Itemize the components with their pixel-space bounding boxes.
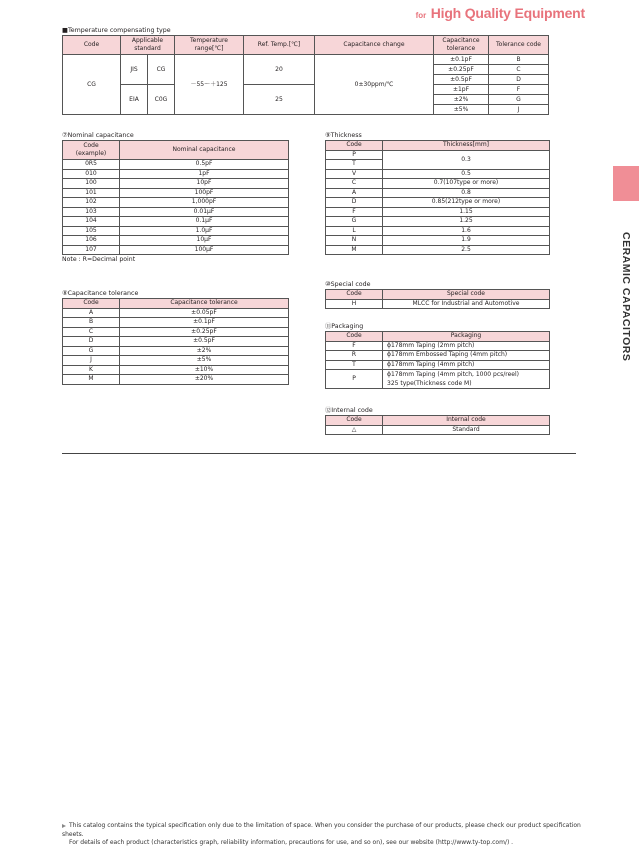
row-code: J [63, 356, 120, 366]
captol-header-code: Code [63, 299, 120, 309]
table-row [326, 207, 550, 217]
special-title: ⑩Special code [325, 281, 371, 288]
table-row [326, 299, 550, 309]
packaging-header-value: Packaging [383, 332, 550, 342]
row-value: 1.15 [383, 207, 550, 217]
row-code: 105 [63, 226, 120, 236]
internal-header-value: Internal code [383, 416, 550, 426]
captol-table [62, 298, 289, 385]
row-value: ϕ178mm Taping (4mm pitch) [383, 360, 550, 370]
temp-header-range: Temperature range[℃] [175, 36, 244, 55]
row-value: ±0.1pF [120, 318, 289, 328]
row-code: M [63, 375, 120, 385]
temp-header-standard: Applicable standard [121, 36, 175, 55]
row-value: 0.8 [383, 188, 550, 198]
table-row [326, 425, 550, 435]
thickness-pt-value: 0.3 [383, 150, 550, 169]
internal-table [325, 415, 550, 435]
packaging-title: ⑪Packaging [325, 323, 364, 330]
table-row [63, 198, 289, 208]
table-row [63, 327, 289, 337]
table-row [63, 217, 289, 227]
row-code: D [326, 198, 383, 208]
row-code: 010 [63, 169, 120, 179]
table-row [326, 169, 550, 179]
internal-title: ⑫Internal code [325, 407, 373, 414]
row-value: ±2% [120, 346, 289, 356]
thickness-header-code: Code [326, 141, 383, 151]
row-value: ±10% [120, 365, 289, 375]
header-prefix: for [415, 11, 427, 20]
row-value: 1.25 [383, 217, 550, 227]
row-value: ±0.5pF [120, 337, 289, 347]
table-row [63, 179, 289, 189]
table-row [63, 226, 289, 236]
table-row [326, 245, 550, 255]
table-row [63, 169, 289, 179]
row-value: 0.5pF [120, 160, 289, 170]
row-code: 100 [63, 179, 120, 189]
table-row [63, 236, 289, 246]
tol-value: ±5% [434, 105, 489, 115]
row-code: M [326, 245, 383, 255]
temp-section-title: ■Temperature compensating type [62, 27, 171, 34]
special-code-section [325, 280, 549, 309]
row-value: MLCC for Industrial and Automotive [383, 299, 550, 309]
captol-title: ⑧Capacitance tolerance [62, 290, 139, 297]
nominal-table [62, 140, 289, 255]
row-code: 101 [63, 188, 120, 198]
temp-header-tolcode: Tolerance code [489, 36, 549, 55]
table-row [63, 337, 289, 347]
row-value: Standard [383, 425, 550, 435]
thickness-header-value: Thickness[mm] [383, 141, 550, 151]
row-code: N [326, 236, 383, 246]
tol-code: B [489, 55, 549, 65]
tol-value: ±0.25pF [434, 65, 489, 75]
internal-header-code: Code [326, 416, 383, 426]
row-code: G [326, 217, 383, 227]
footer-note [62, 822, 602, 848]
row-value: 100pF [120, 188, 289, 198]
row-code: A [326, 188, 383, 198]
row-value: 0.01μF [120, 207, 289, 217]
row-code: K [63, 365, 120, 375]
row-value: 1.9 [383, 236, 550, 246]
thickness-section [325, 131, 549, 255]
triangle-bullet-icon [62, 824, 66, 828]
temp-header-ref: Ref. Temp.[℃] [244, 36, 315, 55]
temp-std2-cell: EIA [121, 85, 148, 115]
internal-code-section [325, 406, 549, 435]
row-value: 1,000pF [120, 198, 289, 208]
thickness-table [325, 140, 550, 255]
special-table [325, 289, 550, 309]
side-category-label: CERAMIC CAPACITORS [620, 232, 632, 362]
row-value: ±0.05pF [120, 308, 289, 318]
tol-code: D [489, 75, 549, 85]
tol-value: ±0.5pF [434, 75, 489, 85]
nominal-header-value: Nominal capacitance [120, 141, 289, 160]
packaging-code: P [326, 370, 383, 389]
tol-code: C [489, 65, 549, 75]
temp-std2code-cell: C0G [148, 85, 175, 115]
table-row [326, 351, 550, 361]
table-row [63, 308, 289, 318]
row-code: A [63, 308, 120, 318]
temp-ref2-cell: 25 [244, 85, 315, 115]
row-value: 1pF [120, 169, 289, 179]
row-code: F [326, 207, 383, 217]
row-value: 100μF [120, 245, 289, 255]
page-header [416, 5, 585, 23]
temp-code-cell: CG [63, 55, 121, 115]
table-row [326, 236, 550, 246]
packaging-section [325, 322, 549, 389]
thickness-title: ⑨Thickness [325, 132, 362, 139]
tol-value: ±0.1pF [434, 55, 489, 65]
temp-header-tolerance: Capacitance tolerance [434, 36, 489, 55]
row-value: 10pF [120, 179, 289, 189]
row-value: 2.5 [383, 245, 550, 255]
table-row [63, 356, 289, 366]
section-divider [62, 453, 576, 454]
table-row [63, 346, 289, 356]
row-code: H [326, 299, 383, 309]
captol-header-value: Capacitance tolerance [120, 299, 289, 309]
row-code: 104 [63, 217, 120, 227]
temp-compensating-section [62, 26, 548, 115]
row-code: F [326, 341, 383, 351]
nominal-note: Note : R=Decimal point [62, 256, 136, 263]
temp-ref1-cell: 20 [244, 55, 315, 85]
side-tab-marker [613, 166, 639, 201]
tol-value: ±2% [434, 95, 489, 105]
table-row [326, 341, 550, 351]
row-value: 1.0μF [120, 226, 289, 236]
row-code: D [63, 337, 120, 347]
table-row [63, 245, 289, 255]
temp-change-cell: 0±30ppm/℃ [315, 55, 434, 115]
row-value: 0.85(212type or more) [383, 198, 550, 208]
row-code: 103 [63, 207, 120, 217]
tol-code: J [489, 105, 549, 115]
table-row [326, 188, 550, 198]
row-value: 10μF [120, 236, 289, 246]
packaging-header-code: Code [326, 332, 383, 342]
table-row [326, 179, 550, 189]
special-header-code: Code [326, 290, 383, 300]
header-title: High Quality Equipment [430, 5, 585, 21]
table-row [63, 188, 289, 198]
tol-code: F [489, 85, 549, 95]
table-row [63, 375, 289, 385]
row-value: ±5% [120, 356, 289, 366]
thickness-code: P [326, 150, 383, 160]
table-row [63, 207, 289, 217]
packaging-table [325, 331, 550, 389]
table-row [326, 226, 550, 236]
footer-line-1: This catalog contains the typical specification only due to the limitation of space. When you consider the purchase of our products, please check our product specification sheets. [62, 822, 581, 838]
row-code: B [63, 318, 120, 328]
temp-table [62, 35, 549, 115]
table-row [63, 318, 289, 328]
tol-value: ±1pF [434, 85, 489, 95]
capacitance-tolerance-section [62, 289, 288, 385]
table-row [63, 365, 289, 375]
row-code: C [63, 327, 120, 337]
nominal-capacitance-section [62, 131, 288, 264]
row-code: 107 [63, 245, 120, 255]
row-value: 0.1μF [120, 217, 289, 227]
row-value: ϕ178mm Embossed Taping (4mm pitch) [383, 351, 550, 361]
row-code: V [326, 169, 383, 179]
row-value: 0.5 [383, 169, 550, 179]
row-code: △ [326, 425, 383, 435]
row-code: T [326, 360, 383, 370]
special-header-value: Special code [383, 290, 550, 300]
row-value: ϕ178mm Taping (2mm pitch) [383, 341, 550, 351]
table-row [326, 198, 550, 208]
table-row [326, 217, 550, 227]
table-row [63, 160, 289, 170]
temp-header-code: Code [63, 36, 121, 55]
temp-std1-cell: JIS [121, 55, 148, 85]
row-code: 102 [63, 198, 120, 208]
row-code: R [326, 351, 383, 361]
packaging-desc: ϕ178mm Taping (4mm pitch, 1000 pcs/reel) 325 type(Thickness code M) [383, 370, 550, 389]
row-code: 106 [63, 236, 120, 246]
table-row [326, 360, 550, 370]
row-value: 1.6 [383, 226, 550, 236]
nominal-title: ⑦Nominal capacitance [62, 132, 134, 139]
temp-header-change: Capacitance change [315, 36, 434, 55]
row-value: 0.7(107type or more) [383, 179, 550, 189]
row-code: L [326, 226, 383, 236]
thickness-code: T [326, 160, 383, 170]
temp-std1code-cell: CG [148, 55, 175, 85]
row-value: ±20% [120, 375, 289, 385]
row-code: G [63, 346, 120, 356]
row-code: C [326, 179, 383, 189]
tol-code: G [489, 95, 549, 105]
nominal-header-code: Code (example) [63, 141, 120, 160]
row-code: 0R5 [63, 160, 120, 170]
footer-line-2: For details of each product (characteristics graph, reliability information, precautions for use, and so on), see our website (http://www.ty-top.com/) . [69, 839, 514, 846]
temp-range-cell: －55～＋125 [175, 55, 244, 115]
row-value: ±0.25pF [120, 327, 289, 337]
